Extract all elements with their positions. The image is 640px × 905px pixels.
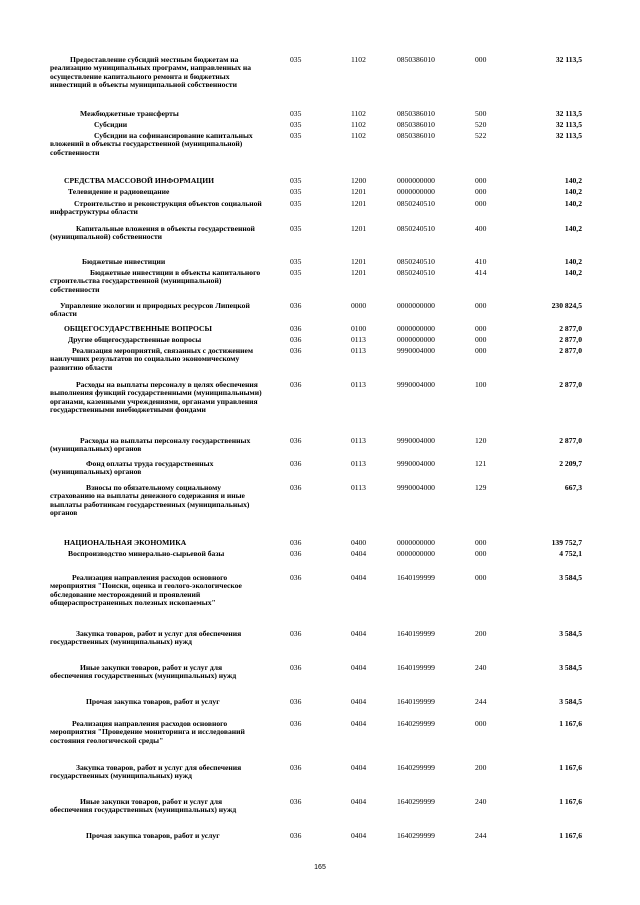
row-expense-type-code: 240 <box>475 797 487 806</box>
row-amount: 230 824,5 <box>551 301 582 310</box>
row-expense-type-code: 200 <box>475 629 487 638</box>
row-ved-code: 035 <box>290 109 302 118</box>
row-name: ОБЩЕГОСУДАРСТВЕННЫЕ ВОПРОСЫ <box>64 324 212 333</box>
row-name: Субсидии <box>94 120 128 129</box>
row-amount: 1 167,6 <box>559 797 582 806</box>
row-section-code: 0404 <box>351 763 367 772</box>
row-target-code: 0850386010 <box>397 55 435 64</box>
row-ved-code: 036 <box>290 335 302 344</box>
row-expense-type-code: 000 <box>475 55 487 64</box>
row-target-code: 0850240510 <box>397 224 435 233</box>
row-target-code: 9990004000 <box>397 436 435 445</box>
row-target-code: 1640199999 <box>397 629 435 638</box>
row-amount: 2 877,0 <box>559 436 582 445</box>
row-target-code: 9990004000 <box>397 346 435 355</box>
row-target-code: 0850386010 <box>397 131 435 140</box>
row-name: СРЕДСТВА МАССОВОЙ ИНФОРМАЦИИ <box>64 176 215 185</box>
row-expense-type-code: 200 <box>475 763 487 772</box>
row-ved-code: 036 <box>290 697 302 706</box>
row-name: Прочая закупка товаров, работ и услуг <box>86 697 220 706</box>
row-name: Взносы по обязательному социальному страхованию на выплаты денежного содержания и иные выплаты работникам государственных (муниципальных) органов <box>50 483 252 518</box>
row-ved-code: 036 <box>290 301 302 310</box>
row-target-code: 1640299999 <box>397 797 435 806</box>
row-ved-code: 036 <box>290 663 302 672</box>
row-section-code: 1201 <box>351 268 367 277</box>
row-target-code: 0000000000 <box>397 187 435 196</box>
row-section-code: 1201 <box>351 187 367 196</box>
row-name: Иные закупки товаров, работ и услуг для обеспечения государственных (муниципальных) нужд <box>50 797 237 815</box>
row-section-code: 0404 <box>351 831 367 840</box>
row-expense-type-code: 000 <box>475 187 487 196</box>
row-ved-code: 036 <box>290 459 302 468</box>
row-amount: 140,2 <box>564 187 582 196</box>
row-amount: 3 584,5 <box>559 697 582 706</box>
row-section-code: 0404 <box>351 663 367 672</box>
row-name: Реализация направления расходов основного мероприятия "Проведение мониторинга и исследований состояния геологической среды" <box>50 719 247 745</box>
row-name: Закупка товаров, работ и услуг для обеспечения государственных (муниципальных) нужд <box>50 629 244 647</box>
row-section-code: 0100 <box>351 324 367 333</box>
row-amount: 32 113,5 <box>555 120 582 129</box>
row-expense-type-code: 000 <box>475 176 487 185</box>
row-target-code: 1640199999 <box>397 697 435 706</box>
row-section-code: 0113 <box>351 380 366 389</box>
row-target-code: 0850240510 <box>397 257 435 266</box>
row-amount: 3 584,5 <box>559 573 582 582</box>
row-ved-code: 036 <box>290 538 302 547</box>
row-name: Расходы на выплаты персоналу в целях обеспечения выполнения функций государственными (муниципальными) органами, казенными учреждениями, органами управления государственными внебюджетными фондами <box>50 380 264 415</box>
row-name: Строительство и реконструкция объектов социальной инфраструктуры области <box>50 199 264 217</box>
row-name: Закупка товаров, работ и услуг для обеспечения государственных (муниципальных) нужд <box>50 763 244 781</box>
row-target-code: 9990004000 <box>397 483 435 492</box>
row-section-code: 1201 <box>351 199 367 208</box>
row-target-code: 0000000000 <box>397 176 435 185</box>
row-target-code: 0850240510 <box>397 268 435 277</box>
row-amount: 1 167,6 <box>559 719 582 728</box>
row-name: Межбюджетные трансферты <box>80 109 179 118</box>
row-section-code: 0113 <box>351 436 366 445</box>
row-target-code: 1640199999 <box>397 663 435 672</box>
row-target-code: 1640299999 <box>397 831 435 840</box>
page-number: 165 <box>314 864 326 871</box>
row-section-code: 0404 <box>351 719 367 728</box>
row-target-code: 1640299999 <box>397 763 435 772</box>
row-expense-type-code: 410 <box>475 257 487 266</box>
row-section-code: 0000 <box>351 301 367 310</box>
row-ved-code: 036 <box>290 436 302 445</box>
row-expense-type-code: 000 <box>475 324 487 333</box>
row-amount: 32 113,5 <box>555 131 582 140</box>
row-target-code: 9990004000 <box>397 459 435 468</box>
row-amount: 2 877,0 <box>559 324 582 333</box>
row-name: НАЦИОНАЛЬНАЯ ЭКОНОМИКА <box>64 538 187 547</box>
row-target-code: 0000000000 <box>397 549 435 558</box>
row-amount: 32 113,5 <box>555 55 582 64</box>
row-amount: 2 877,0 <box>559 346 582 355</box>
row-section-code: 0400 <box>351 538 367 547</box>
row-amount: 3 584,5 <box>559 629 582 638</box>
row-expense-type-code: 129 <box>475 483 487 492</box>
row-name: Субсидии на софинансирование капитальных вложений в объекты государственной (муниципальной) собственности <box>50 131 255 157</box>
row-name: Телевидение и радиовещание <box>68 187 170 196</box>
row-section-code: 1200 <box>351 176 367 185</box>
row-amount: 2 209,7 <box>559 459 582 468</box>
row-ved-code: 036 <box>290 763 302 772</box>
row-amount: 140,2 <box>564 268 582 277</box>
row-ved-code: 035 <box>290 224 302 233</box>
row-expense-type-code: 522 <box>475 131 487 140</box>
row-target-code: 1640299999 <box>397 719 435 728</box>
row-expense-type-code: 400 <box>475 224 487 233</box>
row-section-code: 1201 <box>351 224 367 233</box>
row-amount: 1 167,6 <box>559 763 582 772</box>
row-name: Воспроизводство минерально-сырьевой базы <box>68 549 225 558</box>
row-ved-code: 036 <box>290 629 302 638</box>
row-amount: 139 752,7 <box>551 538 582 547</box>
row-ved-code: 036 <box>290 573 302 582</box>
row-expense-type-code: 000 <box>475 573 487 582</box>
row-name: Управление экологии и природных ресурсов Липецкой области <box>50 301 252 319</box>
row-name: Предоставление субсидий местным бюджетам на реализацию муниципальных программ, направленных на осуществление капитального ремонта и бюджетных инвестиций в объекты муниципальной собственности <box>50 55 253 90</box>
row-amount: 667,3 <box>564 483 582 492</box>
row-section-code: 0113 <box>351 483 366 492</box>
row-amount: 4 752,1 <box>559 549 582 558</box>
row-section-code: 0113 <box>351 459 366 468</box>
row-section-code: 1201 <box>351 257 367 266</box>
row-section-code: 0404 <box>351 549 367 558</box>
row-ved-code: 036 <box>290 549 302 558</box>
row-expense-type-code: 000 <box>475 549 487 558</box>
row-target-code: 1640199999 <box>397 573 435 582</box>
row-amount: 2 877,0 <box>559 380 582 389</box>
row-section-code: 0404 <box>351 797 367 806</box>
row-name: Другие общегосударственные вопросы <box>68 335 202 344</box>
row-amount: 140,2 <box>564 257 582 266</box>
row-expense-type-code: 244 <box>475 831 487 840</box>
row-ved-code: 035 <box>290 187 302 196</box>
row-name: Расходы на выплаты персоналу государственных (муниципальных) органов <box>50 436 253 454</box>
row-ved-code: 036 <box>290 719 302 728</box>
row-name: Бюджетные инвестиции в объекты капитального строительства государственной (муниципальной) собственности <box>50 268 263 294</box>
row-ved-code: 035 <box>290 268 302 277</box>
row-target-code: 0850386010 <box>397 109 435 118</box>
row-target-code: 0000000000 <box>397 335 435 344</box>
row-ved-code: 036 <box>290 483 302 492</box>
row-ved-code: 035 <box>290 131 302 140</box>
row-ved-code: 035 <box>290 55 302 64</box>
row-expense-type-code: 000 <box>475 335 487 344</box>
row-ved-code: 036 <box>290 797 302 806</box>
row-expense-type-code: 100 <box>475 380 487 389</box>
row-expense-type-code: 244 <box>475 697 487 706</box>
row-amount: 140,2 <box>564 176 582 185</box>
row-target-code: 0000000000 <box>397 538 435 547</box>
row-section-code: 0113 <box>351 335 366 344</box>
row-name: Фонд оплаты труда государственных (муниципальных) органов <box>50 459 216 477</box>
row-ved-code: 035 <box>290 257 302 266</box>
row-section-code: 0404 <box>351 697 367 706</box>
row-section-code: 0113 <box>351 346 366 355</box>
row-amount: 32 113,5 <box>555 109 582 118</box>
row-target-code: 0850386010 <box>397 120 435 129</box>
row-expense-type-code: 000 <box>475 301 487 310</box>
row-ved-code: 035 <box>290 176 302 185</box>
row-amount: 140,2 <box>564 224 582 233</box>
row-section-code: 0404 <box>351 629 367 638</box>
row-expense-type-code: 414 <box>475 268 487 277</box>
row-expense-type-code: 520 <box>475 120 487 129</box>
row-expense-type-code: 000 <box>475 199 487 208</box>
row-section-code: 1102 <box>351 109 366 118</box>
row-expense-type-code: 000 <box>475 719 487 728</box>
row-name: Бюджетные инвестиции <box>82 257 166 266</box>
row-expense-type-code: 121 <box>475 459 487 468</box>
row-name: Капитальные вложения в объекты государственной (муниципальной) собственности <box>50 224 257 242</box>
row-name: Реализация направления расходов основного мероприятия "Поиски, оценка и геолого-экологическое обследование месторождений и проявлений общераспространенных полезных ископаемых" <box>50 573 244 608</box>
row-expense-type-code: 000 <box>475 346 487 355</box>
row-ved-code: 036 <box>290 324 302 333</box>
row-expense-type-code: 000 <box>475 538 487 547</box>
row-amount: 140,2 <box>564 199 582 208</box>
row-ved-code: 036 <box>290 831 302 840</box>
row-expense-type-code: 240 <box>475 663 487 672</box>
row-ved-code: 035 <box>290 120 302 129</box>
row-target-code: 9990004000 <box>397 380 435 389</box>
row-amount: 3 584,5 <box>559 663 582 672</box>
row-section-code: 1102 <box>351 120 366 129</box>
row-amount: 1 167,6 <box>559 831 582 840</box>
row-target-code: 0000000000 <box>397 324 435 333</box>
row-expense-type-code: 120 <box>475 436 487 445</box>
row-target-code: 0850240510 <box>397 199 435 208</box>
row-expense-type-code: 500 <box>475 109 487 118</box>
row-name: Иные закупки товаров, работ и услуг для обеспечения государственных (муниципальных) нужд <box>50 663 237 681</box>
row-ved-code: 036 <box>290 346 302 355</box>
row-amount: 2 877,0 <box>559 335 582 344</box>
row-ved-code: 035 <box>290 199 302 208</box>
row-name: Реализация мероприятий, связанных с достижением наилучших результатов по социально экономическому развитию области <box>50 346 255 372</box>
row-target-code: 0000000000 <box>397 301 435 310</box>
row-ved-code: 036 <box>290 380 302 389</box>
row-section-code: 1102 <box>351 131 366 140</box>
row-section-code: 0404 <box>351 573 367 582</box>
row-name: Прочая закупка товаров, работ и услуг <box>86 831 220 840</box>
row-section-code: 1102 <box>351 55 366 64</box>
